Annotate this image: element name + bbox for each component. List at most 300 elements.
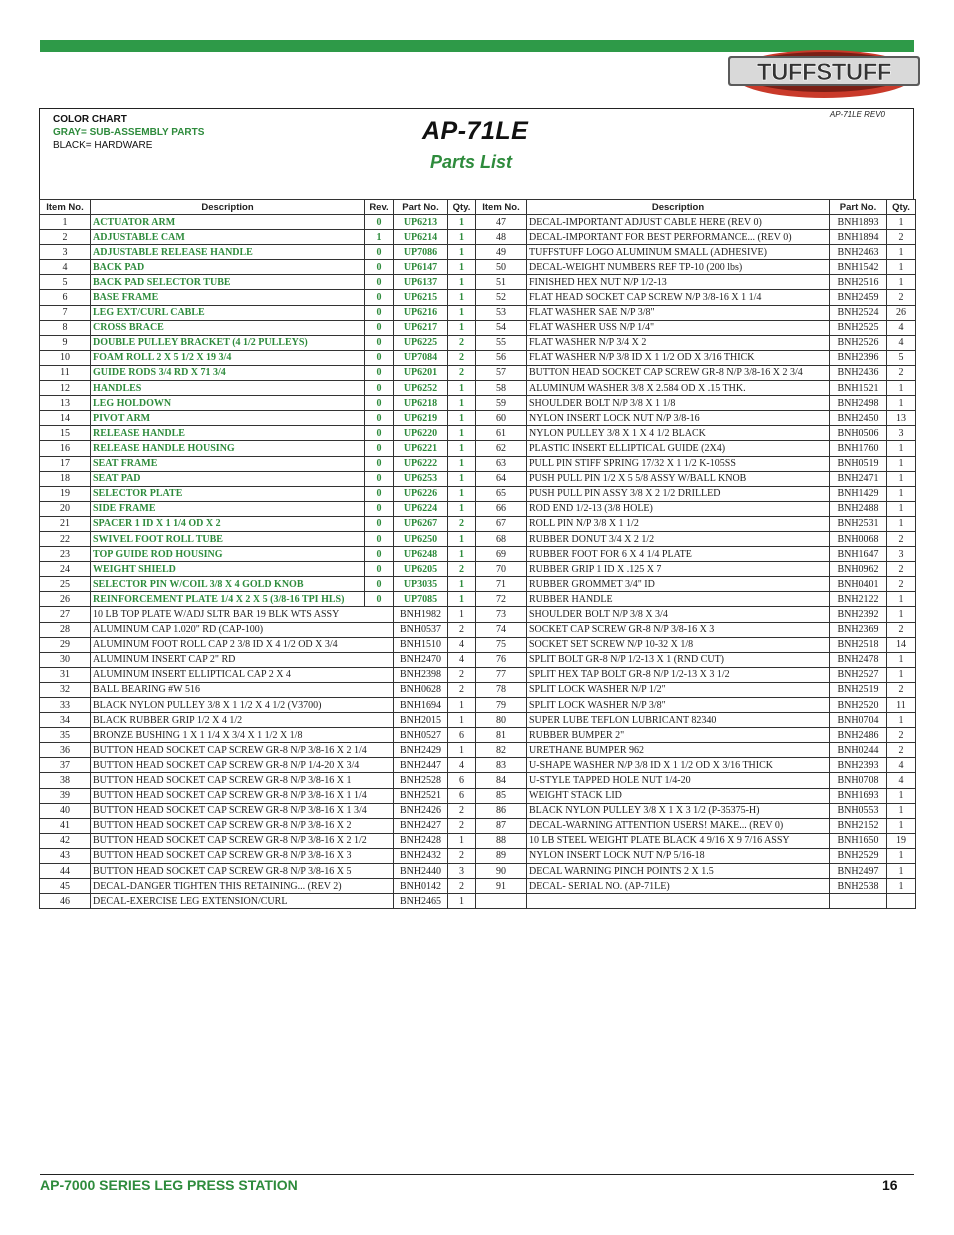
left-part-no: UP6224 xyxy=(394,501,448,516)
left-qty: 6 xyxy=(448,773,476,788)
right-part-no: BNH0506 xyxy=(830,426,887,441)
left-item-no: 15 xyxy=(40,426,91,441)
table-row xyxy=(40,652,916,667)
table-row xyxy=(40,350,916,365)
table-row xyxy=(40,743,916,758)
left-qty: 1 xyxy=(448,833,476,848)
left-qty: 1 xyxy=(448,501,476,516)
table-row xyxy=(40,320,916,335)
left-description: LEG EXT/CURL CABLE xyxy=(91,305,365,320)
right-part-no: BNH2396 xyxy=(830,350,887,365)
table-row xyxy=(40,818,916,833)
right-item-no: 83 xyxy=(476,758,527,773)
left-description: FOAM ROLL 2 X 5 1/2 X 19 3/4 xyxy=(91,350,365,365)
table-row xyxy=(40,833,916,848)
right-description: DECAL-WARNING ATTENTION USERS! MAKE... (REV 0) xyxy=(527,818,830,833)
right-item-no: 47 xyxy=(476,215,527,230)
left-description: BUTTON HEAD SOCKET CAP SCREW GR-8 N/P 3/8-16 X 2 1/2 xyxy=(91,833,394,848)
right-qty: 1 xyxy=(887,713,916,728)
right-item-no: 67 xyxy=(476,516,527,531)
right-part-no: BNH2486 xyxy=(830,728,887,743)
left-item-no: 10 xyxy=(40,350,91,365)
left-qty: 1 xyxy=(448,290,476,305)
left-description: HANDLES xyxy=(91,381,365,396)
right-description: U-SHAPE WASHER N/P 3/8 ID X 1 1/2 OD X 3/16 THICK xyxy=(527,758,830,773)
right-part-no: BNH2471 xyxy=(830,471,887,486)
left-qty: 1 xyxy=(448,471,476,486)
left-item-no: 4 xyxy=(40,260,91,275)
left-part-no: UP6215 xyxy=(394,290,448,305)
right-item-no: 69 xyxy=(476,547,527,562)
left-part-no: BNH2521 xyxy=(394,788,448,803)
right-item-no: 82 xyxy=(476,743,527,758)
right-item-no: 68 xyxy=(476,531,527,546)
col-header: Qty. xyxy=(887,200,916,215)
right-description: SHOULDER BOLT N/P 3/8 X 1 1/8 xyxy=(527,396,830,411)
col-header: Part No. xyxy=(830,200,887,215)
right-qty: 1 xyxy=(887,667,916,682)
left-qty: 2 xyxy=(448,562,476,577)
left-qty: 1 xyxy=(448,698,476,713)
left-description: SWIVEL FOOT ROLL TUBE xyxy=(91,531,365,546)
table-row xyxy=(40,713,916,728)
right-qty: 2 xyxy=(887,577,916,592)
left-description: LEG HOLDOWN xyxy=(91,396,365,411)
right-qty: 1 xyxy=(887,381,916,396)
left-qty: 1 xyxy=(448,426,476,441)
right-part-no: BNH1429 xyxy=(830,486,887,501)
table-row xyxy=(40,531,916,546)
right-part-no: BNH0244 xyxy=(830,743,887,758)
left-qty: 2 xyxy=(448,335,476,350)
page-number: 16 xyxy=(882,1177,898,1193)
left-item-no: 14 xyxy=(40,411,91,426)
left-description: SIDE FRAME xyxy=(91,501,365,516)
table-row xyxy=(40,275,916,290)
left-part-no: UP7085 xyxy=(394,592,448,607)
left-part-no: UP6137 xyxy=(394,275,448,290)
right-description: ROLL PIN N/P 3/8 X 1 1/2 xyxy=(527,516,830,531)
left-part-no: UP6225 xyxy=(394,335,448,350)
table-row xyxy=(40,773,916,788)
right-part-no: BNH2122 xyxy=(830,592,887,607)
right-qty: 1 xyxy=(887,486,916,501)
left-description: BUTTON HEAD SOCKET CAP SCREW GR-8 N/P 3/8-16 X 3 xyxy=(91,848,394,863)
table-row xyxy=(40,879,916,894)
left-qty: 4 xyxy=(448,637,476,652)
right-qty: 1 xyxy=(887,215,916,230)
left-qty: 2 xyxy=(448,682,476,697)
left-part-no: UP6252 xyxy=(394,381,448,396)
left-description: BUTTON HEAD SOCKET CAP SCREW GR-8 N/P 3/8-16 X 1 3/4 xyxy=(91,803,394,818)
right-item-no: 74 xyxy=(476,622,527,637)
left-part-no: BNH2426 xyxy=(394,803,448,818)
right-item-no: 53 xyxy=(476,305,527,320)
parts-list-subtitle: Parts List xyxy=(430,152,513,172)
left-rev: 0 xyxy=(365,411,394,426)
right-part-no: BNH2497 xyxy=(830,864,887,879)
left-qty: 1 xyxy=(448,743,476,758)
table-row xyxy=(40,365,916,380)
right-description: SPLIT HEX TAP BOLT GR-8 N/P 1/2-13 X 3 1/2 xyxy=(527,667,830,682)
right-description: PULL PIN STIFF SPRING 17/32 X 1 1/2 K-105SS xyxy=(527,456,830,471)
left-description: BUTTON HEAD SOCKET CAP SCREW GR-8 N/P 3/8-16 X 5 xyxy=(91,864,394,879)
table-row xyxy=(40,215,916,230)
right-qty: 11 xyxy=(887,698,916,713)
left-item-no: 21 xyxy=(40,516,91,531)
left-rev: 0 xyxy=(365,531,394,546)
left-qty: 3 xyxy=(448,864,476,879)
left-part-no: UP6213 xyxy=(394,215,448,230)
right-part-no: BNH0708 xyxy=(830,773,887,788)
table-row xyxy=(40,562,916,577)
left-description: DECAL-DANGER TIGHTEN THIS RETAINING... (REV 2) xyxy=(91,879,394,894)
right-item-no xyxy=(476,894,527,909)
left-item-no: 35 xyxy=(40,728,91,743)
table-row xyxy=(40,637,916,652)
right-part-no: BNH2529 xyxy=(830,848,887,863)
left-item-no: 6 xyxy=(40,290,91,305)
right-part-no: BNH2478 xyxy=(830,652,887,667)
right-description: DECAL-WEIGHT NUMBERS REF TP-10 (200 lbs) xyxy=(527,260,830,275)
left-description: 10 LB TOP PLATE W/ADJ SLTR BAR 19 BLK WTS ASSY xyxy=(91,607,394,622)
right-part-no: BNH2531 xyxy=(830,516,887,531)
right-description: NYLON INSERT LOCK NUT N/P 3/8-16 xyxy=(527,411,830,426)
table-row xyxy=(40,607,916,622)
right-description: SPLIT LOCK WASHER N/P 3/8" xyxy=(527,698,830,713)
left-rev: 0 xyxy=(365,320,394,335)
table-row xyxy=(40,577,916,592)
footer-title: AP-7000 SERIES LEG PRESS STATION xyxy=(40,1177,298,1193)
right-description: PLASTIC INSERT ELLIPTICAL GUIDE (2X4) xyxy=(527,441,830,456)
right-item-no: 51 xyxy=(476,275,527,290)
left-qty: 1 xyxy=(448,547,476,562)
left-part-no: BNH2429 xyxy=(394,743,448,758)
right-description: RUBBER HANDLE xyxy=(527,592,830,607)
left-qty: 2 xyxy=(448,818,476,833)
left-part-no: BNH2015 xyxy=(394,713,448,728)
right-description: PUSH PULL PIN ASSY 3/8 X 2 1/2 DRILLED xyxy=(527,486,830,501)
table-row xyxy=(40,456,916,471)
left-description: WEIGHT SHIELD xyxy=(91,562,365,577)
right-qty: 4 xyxy=(887,335,916,350)
left-qty: 1 xyxy=(448,381,476,396)
left-item-no: 41 xyxy=(40,818,91,833)
right-description: ALUMINUM WASHER 3/8 X 2.584 OD X .15 THK. xyxy=(527,381,830,396)
left-rev: 0 xyxy=(365,275,394,290)
right-qty: 5 xyxy=(887,350,916,365)
table-row xyxy=(40,667,916,682)
left-item-no: 13 xyxy=(40,396,91,411)
left-description: ALUMINUM INSERT ELLIPTICAL CAP 2 X 4 xyxy=(91,667,394,682)
right-qty: 1 xyxy=(887,516,916,531)
left-item-no: 45 xyxy=(40,879,91,894)
left-qty: 1 xyxy=(448,713,476,728)
table-row xyxy=(40,728,916,743)
color-chart-gray: GRAY= SUB-ASSEMBLY PARTS xyxy=(53,127,205,138)
right-part-no: BNH2519 xyxy=(830,682,887,697)
right-qty: 1 xyxy=(887,607,916,622)
logo-text: TUFFSTUFF xyxy=(756,59,892,86)
right-item-no: 49 xyxy=(476,245,527,260)
left-part-no: UP7084 xyxy=(394,350,448,365)
left-qty: 1 xyxy=(448,305,476,320)
right-description: URETHANE BUMPER 962 xyxy=(527,743,830,758)
table-row xyxy=(40,486,916,501)
right-item-no: 91 xyxy=(476,879,527,894)
left-part-no: BNH0527 xyxy=(394,728,448,743)
table-row xyxy=(40,381,916,396)
right-part-no: BNH2526 xyxy=(830,335,887,350)
right-item-no: 88 xyxy=(476,833,527,848)
left-description: BACK PAD xyxy=(91,260,365,275)
right-description xyxy=(527,894,830,909)
left-qty: 2 xyxy=(448,516,476,531)
left-description: DOUBLE PULLEY BRACKET (4 1/2 PULLEYS) xyxy=(91,335,365,350)
left-part-no: UP6205 xyxy=(394,562,448,577)
left-description: ALUMINUM FOOT ROLL CAP 2 3/8 ID X 4 1/2 OD X 3/4 xyxy=(91,637,394,652)
left-qty: 1 xyxy=(448,592,476,607)
right-description: DECAL-IMPORTANT ADJUST CABLE HERE (REV 0) xyxy=(527,215,830,230)
left-part-no: BNH1510 xyxy=(394,637,448,652)
left-item-no: 39 xyxy=(40,788,91,803)
left-part-no: BNH2465 xyxy=(394,894,448,909)
right-description: U-STYLE TAPPED HOLE NUT 1/4-20 xyxy=(527,773,830,788)
color-chart-title: COLOR CHART xyxy=(53,114,127,125)
left-part-no: UP6248 xyxy=(394,547,448,562)
right-description: DECAL WARNING PINCH POINTS 2 X 1.5 xyxy=(527,864,830,879)
right-qty xyxy=(887,894,916,909)
right-description: FLAT WASHER SAE N/P 3/8" xyxy=(527,305,830,320)
left-qty: 1 xyxy=(448,577,476,592)
left-item-no: 23 xyxy=(40,547,91,562)
right-part-no: BNH2392 xyxy=(830,607,887,622)
right-qty: 1 xyxy=(887,592,916,607)
right-part-no: BNH2459 xyxy=(830,290,887,305)
right-description: RUBBER FOOT FOR 6 X 4 1/4 PLATE xyxy=(527,547,830,562)
right-qty: 2 xyxy=(887,562,916,577)
left-description: DECAL-EXERCISE LEG EXTENSION/CURL xyxy=(91,894,394,909)
right-qty: 2 xyxy=(887,743,916,758)
right-qty: 4 xyxy=(887,758,916,773)
col-header: Rev. xyxy=(365,200,394,215)
left-item-no: 16 xyxy=(40,441,91,456)
right-qty: 1 xyxy=(887,275,916,290)
right-part-no: BNH2520 xyxy=(830,698,887,713)
right-qty: 1 xyxy=(887,803,916,818)
left-part-no: UP6214 xyxy=(394,230,448,245)
left-rev: 0 xyxy=(365,365,394,380)
left-description: ACTUATOR ARM xyxy=(91,215,365,230)
left-part-no: BNH2428 xyxy=(394,833,448,848)
right-qty: 14 xyxy=(887,637,916,652)
left-rev: 0 xyxy=(365,441,394,456)
left-qty: 4 xyxy=(448,758,476,773)
right-part-no: BNH1893 xyxy=(830,215,887,230)
left-part-no: BNH0628 xyxy=(394,682,448,697)
left-qty: 1 xyxy=(448,230,476,245)
left-rev: 0 xyxy=(365,547,394,562)
right-item-no: 79 xyxy=(476,698,527,713)
left-part-no: BNH0537 xyxy=(394,622,448,637)
right-part-no: BNH0401 xyxy=(830,577,887,592)
right-description: FLAT WASHER N/P 3/4 X 2 xyxy=(527,335,830,350)
right-part-no: BNH1760 xyxy=(830,441,887,456)
right-qty: 4 xyxy=(887,773,916,788)
table-header-row xyxy=(40,200,916,215)
table-row xyxy=(40,622,916,637)
left-description: RELEASE HANDLE HOUSING xyxy=(91,441,365,456)
left-item-no: 18 xyxy=(40,471,91,486)
col-header: Item No. xyxy=(40,200,91,215)
left-description: ALUMINUM INSERT CAP 2" RD xyxy=(91,652,394,667)
table-row xyxy=(40,516,916,531)
left-part-no: BNH2432 xyxy=(394,848,448,863)
left-part-no: UP6226 xyxy=(394,486,448,501)
left-part-no: UP6201 xyxy=(394,365,448,380)
right-qty: 1 xyxy=(887,456,916,471)
left-rev: 0 xyxy=(365,516,394,531)
right-part-no: BNH2450 xyxy=(830,411,887,426)
left-qty: 1 xyxy=(448,396,476,411)
table-row xyxy=(40,758,916,773)
right-qty: 1 xyxy=(887,848,916,863)
left-description: ADJUSTABLE CAM xyxy=(91,230,365,245)
left-qty: 1 xyxy=(448,215,476,230)
right-part-no: BNH0704 xyxy=(830,713,887,728)
right-description: NYLON INSERT LOCK NUT N/P 5/16-18 xyxy=(527,848,830,863)
left-part-no: BNH2528 xyxy=(394,773,448,788)
left-part-no: UP6221 xyxy=(394,441,448,456)
left-item-no: 31 xyxy=(40,667,91,682)
right-description: FLAT WASHER N/P 3/8 ID X 1 1/2 OD X 3/16 THICK xyxy=(527,350,830,365)
right-item-no: 80 xyxy=(476,713,527,728)
parts-table xyxy=(39,199,916,909)
left-part-no: BNH2447 xyxy=(394,758,448,773)
left-item-no: 3 xyxy=(40,245,91,260)
right-part-no: BNH2524 xyxy=(830,305,887,320)
right-item-no: 62 xyxy=(476,441,527,456)
left-item-no: 43 xyxy=(40,848,91,863)
left-description: SPACER 1 ID X 1 1/4 OD X 2 xyxy=(91,516,365,531)
left-rev: 0 xyxy=(365,456,394,471)
left-qty: 1 xyxy=(448,456,476,471)
left-rev: 0 xyxy=(365,396,394,411)
left-qty: 2 xyxy=(448,803,476,818)
left-rev: 1 xyxy=(365,230,394,245)
left-item-no: 19 xyxy=(40,486,91,501)
left-rev: 0 xyxy=(365,501,394,516)
right-qty: 2 xyxy=(887,230,916,245)
header-box xyxy=(39,108,914,200)
model-title: AP-71LE xyxy=(422,117,529,145)
right-qty: 1 xyxy=(887,441,916,456)
right-description: SPLIT LOCK WASHER N/P 1/2" xyxy=(527,682,830,697)
left-qty: 1 xyxy=(448,486,476,501)
right-part-no: BNH2488 xyxy=(830,501,887,516)
right-item-no: 60 xyxy=(476,411,527,426)
right-item-no: 77 xyxy=(476,667,527,682)
left-qty: 6 xyxy=(448,788,476,803)
right-item-no: 48 xyxy=(476,230,527,245)
right-qty: 2 xyxy=(887,290,916,305)
tuffstuff-logo xyxy=(726,38,922,102)
left-qty: 1 xyxy=(448,320,476,335)
table-row xyxy=(40,441,916,456)
left-part-no: UP6217 xyxy=(394,320,448,335)
right-qty: 2 xyxy=(887,531,916,546)
left-part-no: UP3035 xyxy=(394,577,448,592)
table-row xyxy=(40,260,916,275)
right-part-no: BNH1521 xyxy=(830,381,887,396)
col-header: Item No. xyxy=(476,200,527,215)
left-part-no: UP6216 xyxy=(394,305,448,320)
left-description: BRONZE BUSHING 1 X 1 1/4 X 3/4 X 1 1/2 X 1/8 xyxy=(91,728,394,743)
table-row xyxy=(40,290,916,305)
right-qty: 1 xyxy=(887,396,916,411)
right-part-no: BNH2498 xyxy=(830,396,887,411)
left-qty: 1 xyxy=(448,245,476,260)
left-item-no: 9 xyxy=(40,335,91,350)
left-qty: 2 xyxy=(448,667,476,682)
color-chart xyxy=(53,113,204,152)
left-qty: 4 xyxy=(448,652,476,667)
table-row xyxy=(40,788,916,803)
left-qty: 1 xyxy=(448,441,476,456)
left-description: PIVOT ARM xyxy=(91,411,365,426)
right-item-no: 58 xyxy=(476,381,527,396)
left-rev: 0 xyxy=(365,305,394,320)
left-part-no: UP7086 xyxy=(394,245,448,260)
left-part-no: UP6267 xyxy=(394,516,448,531)
table-row xyxy=(40,864,916,879)
table-row xyxy=(40,698,916,713)
left-rev: 0 xyxy=(365,335,394,350)
right-qty: 26 xyxy=(887,305,916,320)
right-part-no: BNH0962 xyxy=(830,562,887,577)
left-description: BUTTON HEAD SOCKET CAP SCREW GR-8 N/P 3/8-16 X 2 xyxy=(91,818,394,833)
right-description: WEIGHT STACK LID xyxy=(527,788,830,803)
right-description: SOCKET SET SCREW N/P 10-32 X 1/8 xyxy=(527,637,830,652)
left-description: BUTTON HEAD SOCKET CAP SCREW GR-8 N/P 1/4-20 X 3/4 xyxy=(91,758,394,773)
left-item-no: 2 xyxy=(40,230,91,245)
right-item-no: 87 xyxy=(476,818,527,833)
table-row xyxy=(40,894,916,909)
left-rev: 0 xyxy=(365,245,394,260)
left-description: BACK PAD SELECTOR TUBE xyxy=(91,275,365,290)
table-row xyxy=(40,335,916,350)
right-item-no: 65 xyxy=(476,486,527,501)
right-qty: 2 xyxy=(887,682,916,697)
left-item-no: 12 xyxy=(40,381,91,396)
table-row xyxy=(40,471,916,486)
footer-divider xyxy=(40,1174,914,1175)
right-item-no: 59 xyxy=(476,396,527,411)
parts-table-body xyxy=(40,215,916,909)
left-rev: 0 xyxy=(365,215,394,230)
left-description: RELEASE HANDLE xyxy=(91,426,365,441)
left-rev: 0 xyxy=(365,426,394,441)
left-rev: 0 xyxy=(365,290,394,305)
left-qty: 2 xyxy=(448,848,476,863)
right-description: RUBBER BUMPER 2" xyxy=(527,728,830,743)
table-row xyxy=(40,230,916,245)
right-part-no: BNH2463 xyxy=(830,245,887,260)
left-item-no: 38 xyxy=(40,773,91,788)
right-description: FINISHED HEX NUT N/P 1/2-13 xyxy=(527,275,830,290)
right-part-no: BNH2436 xyxy=(830,365,887,380)
left-part-no: BNH2427 xyxy=(394,818,448,833)
